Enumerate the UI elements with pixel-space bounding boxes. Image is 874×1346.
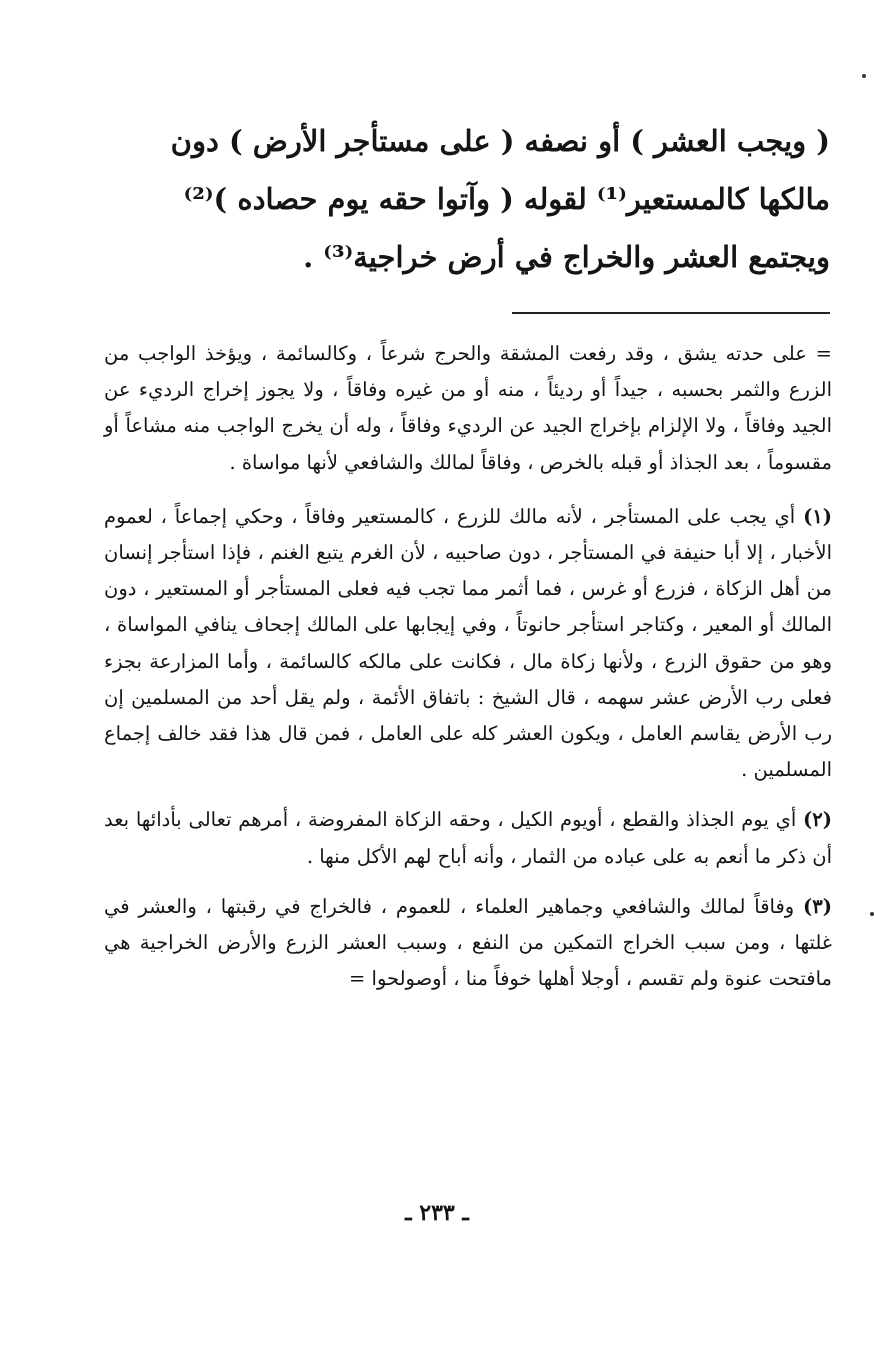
footnote-1	[104, 499, 832, 789]
footnote-2	[104, 802, 832, 874]
footnote-3	[104, 889, 832, 998]
footnotes	[104, 336, 832, 1011]
scan-speck	[870, 912, 874, 916]
footnote-continuation: = على حدته يشق ، وقد رفعت المشقة والحرج شرعاً ، وكالسائمة ، ويؤخذ الواجب من الزرع والثمر بحسبه ، جيداً أو رديئاً ، منه أو من غيره وفاقاً ، ولا يجوز إخراج الرديء عن الجيد وفاقاً ، ولا الإلزام بإخراج الجيد عن الرديء وفاقاً ، وله أن يخرج الواجب منه مشاعاً أو مقسوماً ، بعد الجذاذ أو قبله بالخرص ، وفاقاً لمالك والشافعي لأنها مواساة .	[104, 342, 832, 474]
main-text-line: ويجتمع العشر والخراج في أرض خراجية⁽³⁾ .	[303, 240, 830, 274]
scan-speck	[862, 74, 866, 78]
footnote-number: (١)	[803, 504, 833, 528]
footnote-number: (٣)	[803, 894, 832, 918]
page-number: ـ ٢٣٣ ـ	[405, 1200, 469, 1226]
footnote-text: أي يجب على المستأجر ، لأنه مالك للزرع ، كالمستعير وفاقاً ، وحكي إجماعاً ، لعموم الأخبار ، إلا أبا حنيفة في المستأجر ، دون صاحبيه ، لأن الغرم يتبع الغنم ، فإذا استأجر إنسان من أهل الزكاة ، فزرع أو غرس ، فما أثمر مما تجب فيه فعلى المستأجر أو المستعير ، دون المالك أو المعير ، وكتاجر استأجر حانوتاً ، وفي إيجابها على المالك إجحاف ينافي المواساة ، وهو من حقوق الزرع ، ولأنها زكاة مال ، فكانت على مالكه كالسائمة ، وأما المزارعة بجزء فعلى رب الأرض عشر سهمه ، قال الشيخ : باتفاق الأئمة ، ولم يقل أحد من المسلمين إن رب الأرض يقاسم العامل ، ويكون العشر كله على العامل ، فمن قال هذا فقد خالف إجماع المسلمين .	[104, 504, 832, 782]
footnote-text: أي يوم الجذاذ والقطع ، أويوم الكيل ، وحقه الزكاة المفروضة ، أمرهم تعالى بأدائها بعد أن ذكر ما أنعم به على عباده من الثمار ، وأنه أباح لهم الأكل منها .	[104, 808, 832, 868]
footnote-text: وفاقاً لمالك والشافعي وجماهير العلماء ، للعموم ، فالخراج في رقبتها ، والعشر في غلتها ، ومن سبب الخراج التمكين من النفع ، وسبب العشر الزرع والأرض الخراجية هي مافتحت عنوة ولم تقسم ، أوجلا أهلها خوفاً منا ، أوصولحوا =	[104, 894, 832, 991]
main-text-line: ( ويجب العشر ) أو نصفه ( على مستأجر الأرض ) دون	[170, 124, 830, 158]
footnote-number: (٢)	[803, 808, 832, 832]
footnote-separator	[512, 312, 830, 314]
main-text-line: مالكها كالمستعير⁽¹⁾ لقوله ( وآتوا حقه يوم حصاده )⁽²⁾	[183, 182, 830, 216]
main-text	[100, 112, 830, 286]
